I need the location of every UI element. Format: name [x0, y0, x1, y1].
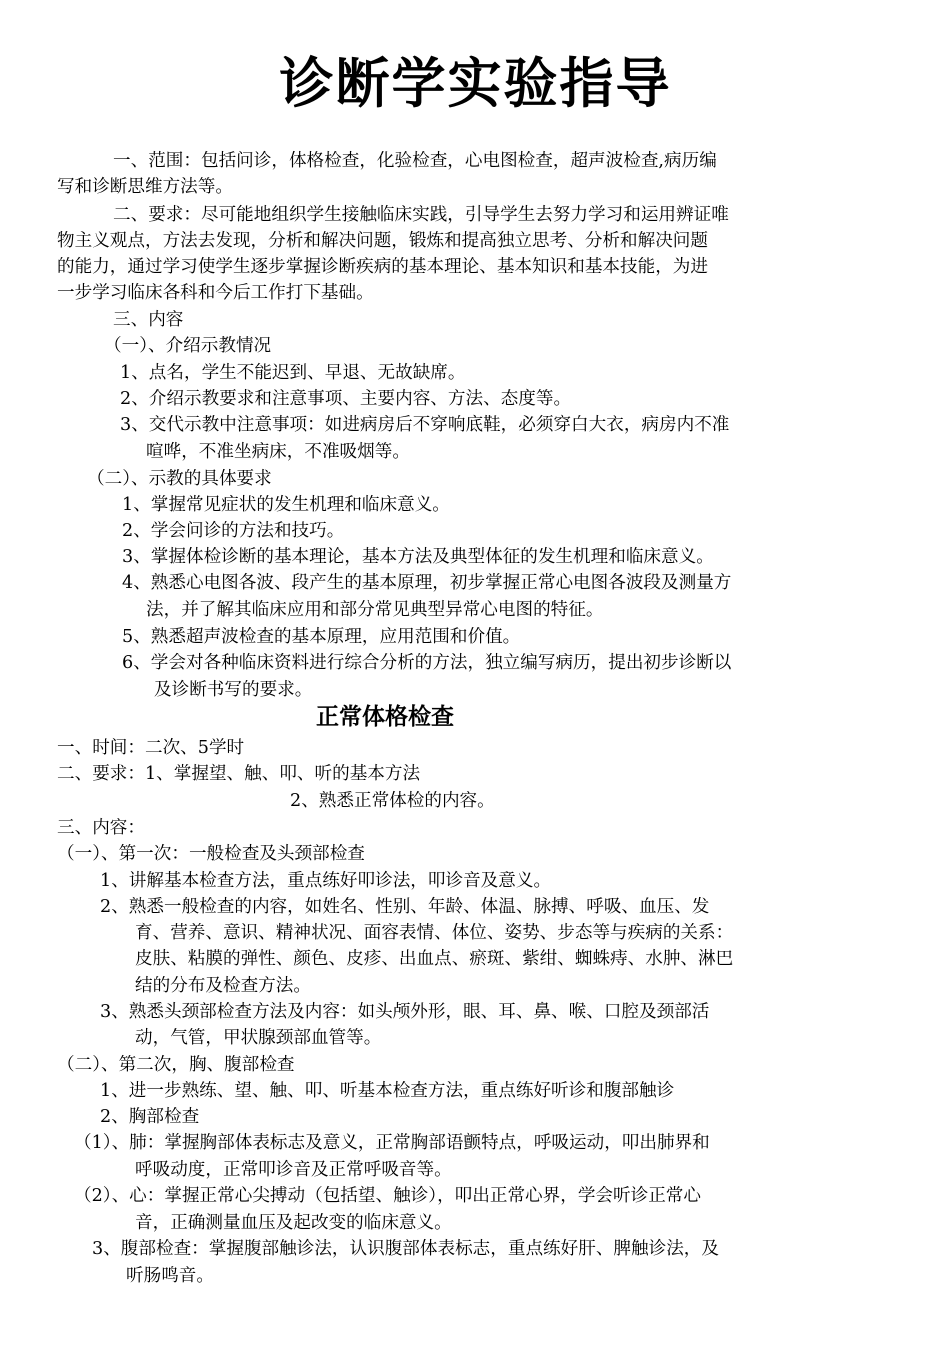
list-item: 1、点名，学生不能迟到、早退、无故缺席。 — [120, 363, 466, 383]
list-item: 3、腹部检查：掌握腹部触诊法，认识腹部体表标志，重点练好肝、脾触诊法，及 — [92, 1239, 719, 1259]
requirements-line: 物主义观点，方法去发现，分析和解决问题，锻炼和提高独立思考、分析和解决问题 — [57, 231, 708, 251]
section-heading: 正常体格检查 — [316, 704, 454, 730]
subsection-heading: （一）、介绍示教情况 — [104, 336, 272, 356]
list-item-continuation: 皮肤、粘膜的弹性、颜色、皮疹、出血点、瘀斑、紫绀、蜘蛛痔、水肿、淋巴 — [135, 949, 734, 969]
list-item: 3、熟悉头颈部检查方法及内容：如头颅外形，眼、耳、鼻、喉、口腔及颈部活 — [100, 1002, 710, 1022]
list-item-continuation: 呼吸动度，正常叩诊音及正常呼吸音等。 — [135, 1160, 452, 1180]
list-item: 4、熟悉心电图各波、段产生的基本原理，初步掌握正常心电图各波段及测量方 — [122, 573, 732, 593]
list-item-continuation: 听肠鸣音。 — [126, 1266, 214, 1286]
list-item-continuation: 喧哗，不准坐病床，不准吸烟等。 — [146, 442, 410, 462]
requirement-line: 二、要求：1、掌握望、触、叩、听的基本方法 — [57, 764, 421, 784]
subsection-heading: （一）、第一次：一般检查及头颈部检查 — [57, 844, 365, 864]
list-item-continuation: 育、营养、意识、精神状况、面容表情、体位、姿势、步态等与疾病的关系： — [135, 923, 734, 943]
list-item: 1、进一步熟练、望、触、叩、听基本检查方法，重点练好听诊和腹部触诊 — [100, 1081, 675, 1101]
list-item: 2、胸部检查 — [100, 1107, 200, 1127]
content-heading: 三、内容 — [113, 310, 184, 330]
requirement-line: 2、熟悉正常体检的内容。 — [290, 791, 495, 811]
list-item: 2、学会问诊的方法和技巧。 — [122, 521, 345, 541]
list-item-continuation: 法，并了解其临床应用和部分常见典型异常心电图的特征。 — [146, 600, 604, 620]
list-item: 1、掌握常见症状的发生机理和临床意义。 — [122, 495, 450, 515]
list-item: 1、讲解基本检查方法，重点练好叩诊法，叩诊音及意义。 — [100, 871, 552, 891]
list-item: （1）、肺：掌握胸部体表标志及意义，正常胸部语颤特点，呼吸运动，叩出肺界和 — [74, 1133, 710, 1153]
subsection-heading: （二）、示教的具体要求 — [87, 469, 272, 489]
list-item-continuation: 音，正确测量血压及起改变的临床意义。 — [135, 1213, 452, 1233]
time-line: 一、时间：二次、5学时 — [57, 738, 245, 758]
scope-line: 写和诊断思维方法等。 — [57, 177, 233, 197]
list-item: 2、熟悉一般检查的内容，如姓名、性别、年龄、体温、脉搏、呼吸、血压、发 — [100, 897, 710, 917]
list-item: 5、熟悉超声波检查的基本原理，应用范围和价值。 — [122, 627, 521, 647]
list-item: 3、交代示教中注意事项：如进病房后不穿响底鞋，必须穿白大衣，病房内不准 — [120, 415, 730, 435]
scope-line: 一、范围：包括问诊，体格检查，化验检查，心电图检查，超声波检查,病历编 — [113, 151, 717, 171]
list-item-continuation: 结的分布及检查方法。 — [135, 976, 311, 996]
list-item: 3、掌握体检诊断的基本理论，基本方法及典型体征的发生机理和临床意义。 — [122, 547, 714, 567]
requirements-line: 的能力，通过学习使学生逐步掌握诊断疾病的基本理论、基本知识和基本技能，为进 — [57, 257, 708, 277]
content-heading: 三、内容： — [57, 818, 145, 838]
document-title: 诊断学实验指导 — [279, 52, 672, 115]
requirements-line: 一步学习临床各科和今后工作打下基础。 — [57, 283, 374, 303]
list-item-continuation: 动，气管，甲状腺颈部血管等。 — [135, 1028, 382, 1048]
subsection-heading: （二）、第二次，胸、腹部检查 — [57, 1055, 295, 1075]
list-item: （2）、心：掌握正常心尖搏动（包括望、触诊），叩出正常心界，学会听诊正常心 — [74, 1186, 701, 1206]
list-item: 6、学会对各种临床资料进行综合分析的方法，独立编写病历，提出初步诊断以 — [122, 653, 732, 673]
list-item-continuation: 及诊断书写的要求。 — [154, 680, 313, 700]
requirements-line: 二、要求：尽可能地组织学生接触临床实践，引导学生去努力学习和运用辨证唯 — [113, 205, 729, 225]
list-item: 2、介绍示教要求和注意事项、主要内容、方法、态度等。 — [120, 389, 572, 409]
